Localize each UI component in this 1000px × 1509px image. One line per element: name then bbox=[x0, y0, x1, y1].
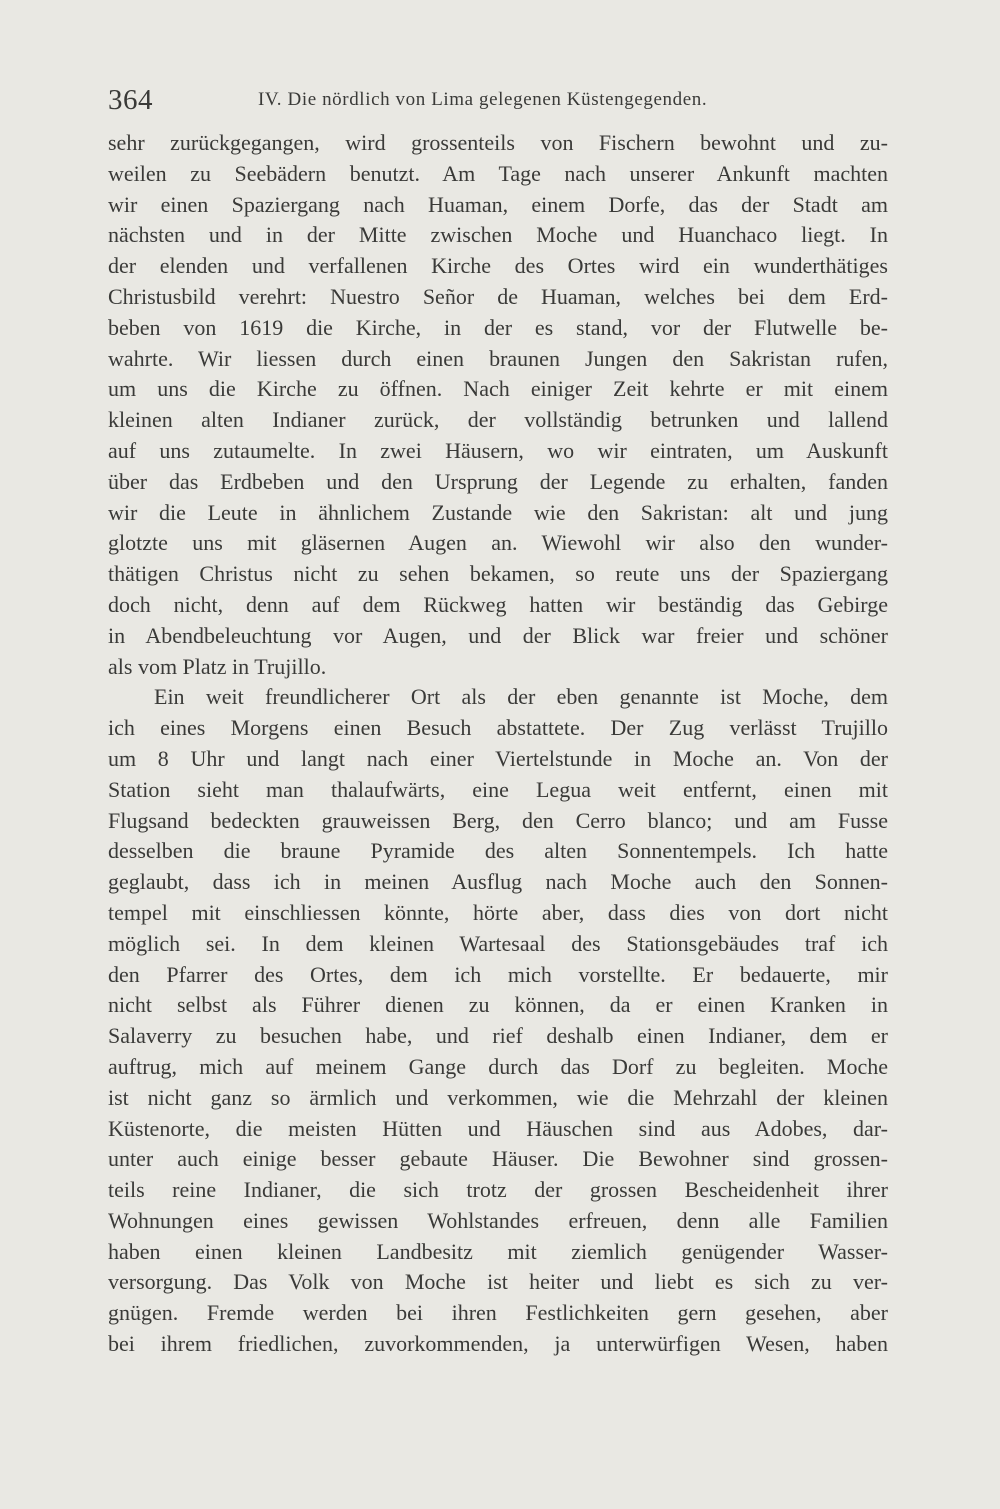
text-line: sehr zurückgegangen, wird grossenteils von Fischern bewohnt und zu- bbox=[108, 130, 888, 155]
running-title: IV. Die nördlich von Lima gelegenen Küstengegenden. bbox=[258, 89, 708, 110]
body-text bbox=[108, 128, 888, 1360]
text-line: haben einen kleinen Landbesitz mit ziemlich genügender Wasser- bbox=[108, 1238, 888, 1264]
text-line: nächsten und in der Mitte zwischen Moche und Huanchaco liegt. In bbox=[108, 222, 888, 248]
text-line: doch nicht, denn auf dem Rückweg hatten wir beständig das Gebirge bbox=[108, 591, 888, 617]
text-line: der elenden und verfallenen Kirche des Ortes wird ein wunderthätiges bbox=[108, 253, 888, 279]
text-line: ist nicht ganz so ärmlich und verkommen, wie die Mehrzahl der kleinen bbox=[108, 1084, 888, 1110]
text-line: beben von 1619 die Kirche, in der es stand, vor der Flutwelle be- bbox=[108, 314, 888, 340]
text-line: den Pfarrer des Ortes, dem ich mich vorstellte. Er bedauerte, mir bbox=[108, 961, 888, 987]
text-line: versorgung. Das Volk von Moche ist heiter und liebt es sich zu ver- bbox=[108, 1269, 888, 1295]
page-number: 364 bbox=[108, 84, 153, 116]
text-line: Station sieht man thalaufwärts, eine Legua weit entfernt, einen mit bbox=[108, 776, 888, 802]
text-line: Flugsand bedeckten grauweissen Berg, den Cerro blanco; und am Fusse bbox=[108, 807, 888, 833]
text-line: über das Erdbeben und den Ursprung der Legende zu erhalten, fanden bbox=[108, 468, 888, 494]
text-line: kleinen alten Indianer zurück, der vollständig betrunken und lallend bbox=[108, 407, 888, 433]
text-line: Salaverry zu besuchen habe, und rief deshalb einen Indianer, dem er bbox=[108, 1023, 888, 1049]
text-line: thätigen Christus nicht zu sehen bekamen, so reute uns der Spaziergang bbox=[108, 561, 888, 587]
text-line: desselben die braune Pyramide des alten Sonnentempels. Ich hatte bbox=[108, 838, 888, 864]
text-line: bei ihrem friedlichen, zuvorkommenden, ja unterwürfigen Wesen, haben bbox=[108, 1331, 888, 1357]
text-line: weilen zu Seebädern benutzt. Am Tage nach unserer Ankunft machten bbox=[108, 160, 888, 186]
text-line: nicht selbst als Führer dienen zu können, da er einen Kranken in bbox=[108, 992, 888, 1018]
text-line: gnügen. Fremde werden bei ihren Festlichkeiten gern gesehen, aber bbox=[108, 1300, 888, 1326]
text-line: auf uns zutaumelte. In zwei Häusern, wo wir eintraten, um Auskunft bbox=[108, 437, 888, 463]
page-header bbox=[108, 80, 888, 120]
text-line: geglaubt, dass ich in meinen Ausflug nach Moche auch den Sonnen- bbox=[108, 869, 888, 895]
text-line: tempel mit einschliessen könnte, hörte aber, dass dies von dort nicht bbox=[108, 899, 888, 925]
text-line: möglich sei. In dem kleinen Wartesaal des Stationsgebäudes traf ich bbox=[108, 930, 888, 956]
text-line: Christusbild verehrt: Nuestro Señor de Huaman, welches bei dem Erd- bbox=[108, 283, 888, 309]
text-line: glotzte uns mit gläsernen Augen an. Wiewohl wir also den wunder- bbox=[108, 530, 888, 556]
text-line: teils reine Indianer, die sich trotz der grossen Bescheidenheit ihrer bbox=[108, 1177, 888, 1203]
text-line: um uns die Kirche zu öffnen. Nach einiger Zeit kehrte er mit einem bbox=[108, 376, 888, 402]
text-line: um 8 Uhr und langt nach einer Viertelstunde in Moche an. Von der bbox=[108, 745, 888, 771]
text-line: in Abendbeleuchtung vor Augen, und der Blick war freier und schöner bbox=[108, 622, 888, 648]
paragraph-2 bbox=[108, 682, 888, 1360]
text-line: als vom Platz in Trujillo. bbox=[108, 653, 327, 679]
text-line: wahrte. Wir liessen durch einen braunen Jungen den Sakristan rufen, bbox=[108, 345, 888, 371]
text-line: ich eines Morgens einen Besuch abstattete. Der Zug verlässt Trujillo bbox=[108, 715, 888, 741]
text-line: wir einen Spaziergang nach Huaman, einem Dorfe, das der Stadt am bbox=[108, 191, 888, 217]
text-line: Wohnungen eines gewissen Wohlstandes erfreuen, denn alle Familien bbox=[108, 1207, 888, 1233]
text-line: Küstenorte, die meisten Hütten und Häuschen sind aus Adobes, dar- bbox=[108, 1115, 888, 1141]
text-line: wir die Leute in ähnlichem Zustande wie den Sakristan: alt und jung bbox=[108, 499, 888, 525]
text-line: Ein weit freundlicherer Ort als der eben genannte ist Moche, dem bbox=[154, 684, 888, 710]
text-line: auftrug, mich auf meinem Gange durch das Dorf zu begleiten. Moche bbox=[108, 1053, 888, 1079]
text-line: unter auch einige besser gebaute Häuser. Die Bewohner sind grossen- bbox=[108, 1146, 888, 1172]
paragraph-1 bbox=[108, 128, 888, 682]
